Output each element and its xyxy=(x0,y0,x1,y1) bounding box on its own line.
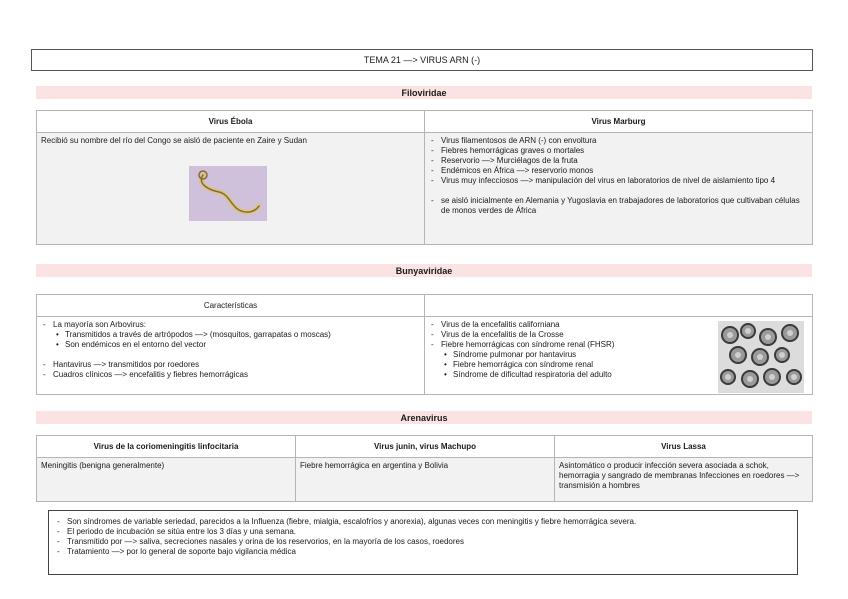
column-header-marburg: Virus Marburg xyxy=(425,111,813,133)
list-item: • Síndrome de dificultad respiratoria del adulto xyxy=(453,370,808,380)
table-cell: Asintomático o producir infección severa asociada a schok, hemorragia y sangrado de membranas Infecciones en roedores —> transmisión a hombres xyxy=(555,458,813,502)
list-item: - Cuadros clínicos —> encefalitis y fiebres hemorrágicas xyxy=(53,370,420,380)
list-item: • Fiebre hemorrágica con síndrome renal xyxy=(453,360,808,370)
section-heading-arenavirus: Arenavirus xyxy=(36,411,812,424)
list-item: - Virus de la encefalitis californiana xyxy=(441,320,808,330)
list-item: - Endémicos en África —> reservorio monos xyxy=(441,166,808,176)
list-item: - Transmitido por —> saliva, secreciones nasales y orina de los reservorios, en la mayoría de los casos, roedores xyxy=(67,537,791,547)
column-header-empty xyxy=(425,295,813,317)
ebola-cell xyxy=(37,133,425,245)
summary-box xyxy=(48,510,798,575)
ebola-virus-image xyxy=(189,166,267,221)
table-cell: Fiebre hemorrágica en argentina y Bolivia xyxy=(296,458,555,502)
column-header-junin-machupo: Virus junin, virus Machupo xyxy=(296,436,555,458)
bunya-right-cell xyxy=(425,317,813,395)
list-item: • Síndrome pulmonar por hantavirus xyxy=(453,350,808,360)
marburg-list xyxy=(429,136,808,186)
filoviridae-table xyxy=(36,110,813,245)
table-cell: Meningitis (benigna generalmente) xyxy=(37,458,296,502)
bunya-left-cell xyxy=(37,317,425,395)
list-item: - Virus de la encefalitis de la Crosse xyxy=(441,330,808,340)
page-title: TEMA 21 —> VIRUS ARN (-) xyxy=(31,49,813,71)
list-item: - Tratamiento —> por lo general de soporte bajo vigilancia médica xyxy=(67,547,791,557)
bunyavirus-micrograph-image xyxy=(718,321,804,393)
list-item: - El periodo de incubación se sitúa entre los 3 días y una semana. xyxy=(67,527,791,537)
section-heading-filoviridae: Filoviridae xyxy=(36,86,812,99)
list-item: - Virus filamentosos de ARN (-) con envoltura xyxy=(441,136,808,146)
ebola-description: Recibió su nombre del río del Congo se aisló de paciente en Zaire y Sudan xyxy=(41,136,307,145)
list-item: • Transmitidos a través de artrópodos —> (mosquitos, garrapatas o moscas) xyxy=(65,330,420,340)
list-item: - Hantavirus —> transmitidos por roedores xyxy=(53,360,420,370)
list-item: - Virus muy infecciosos —> manipulación del virus en laboratorios de nivel de aislamiento tipo 4 xyxy=(441,176,808,186)
column-header-lassa: Virus Lassa xyxy=(555,436,813,458)
list-item: - Son síndromes de variable seriedad, parecidos a la Influenza (fiebre, mialgia, escalofríos y anorexia), algunas veces con meningitis y fiebre hemorrágica severa. xyxy=(67,517,791,527)
bunyaviridae-table xyxy=(36,294,813,395)
marburg-cell xyxy=(425,133,813,245)
list-item: - Fiebres hemorrágicas graves o mortales xyxy=(441,146,808,156)
list-item: - Fiebre hemorrágicas con síndrome renal (FHSR) • Síndrome pulmonar por hantavirus • Fiebre hemorrágica con síndrome renal • Síndrome de dificultad respiratoria del adulto xyxy=(441,340,808,380)
list-item: • Son endémicos en el entorno del vector xyxy=(65,340,420,350)
arenavirus-table xyxy=(36,435,813,502)
column-header-ebola: Virus Ébola xyxy=(37,111,425,133)
list-item: - La mayoría son Arbovirus: • Transmitidos a través de artrópodos —> (mosquitos, garrapatas o moscas) • Son endémicos en el entorno del vector xyxy=(53,320,420,350)
column-header-caracteristicas: Características xyxy=(37,295,425,317)
list-item: - Reservorio —> Murciélagos de la fruta xyxy=(441,156,808,166)
section-heading-bunyaviridae: Bunyaviridae xyxy=(36,264,812,277)
list-item: - se aisló inicialmente en Alemania y Yugoslavia en trabajadores de laboratorios que cultivaban células de monos verdes de África xyxy=(441,196,808,216)
column-header-coriomeningitis: Virus de la coriomeningitis linfocitaria xyxy=(37,436,296,458)
